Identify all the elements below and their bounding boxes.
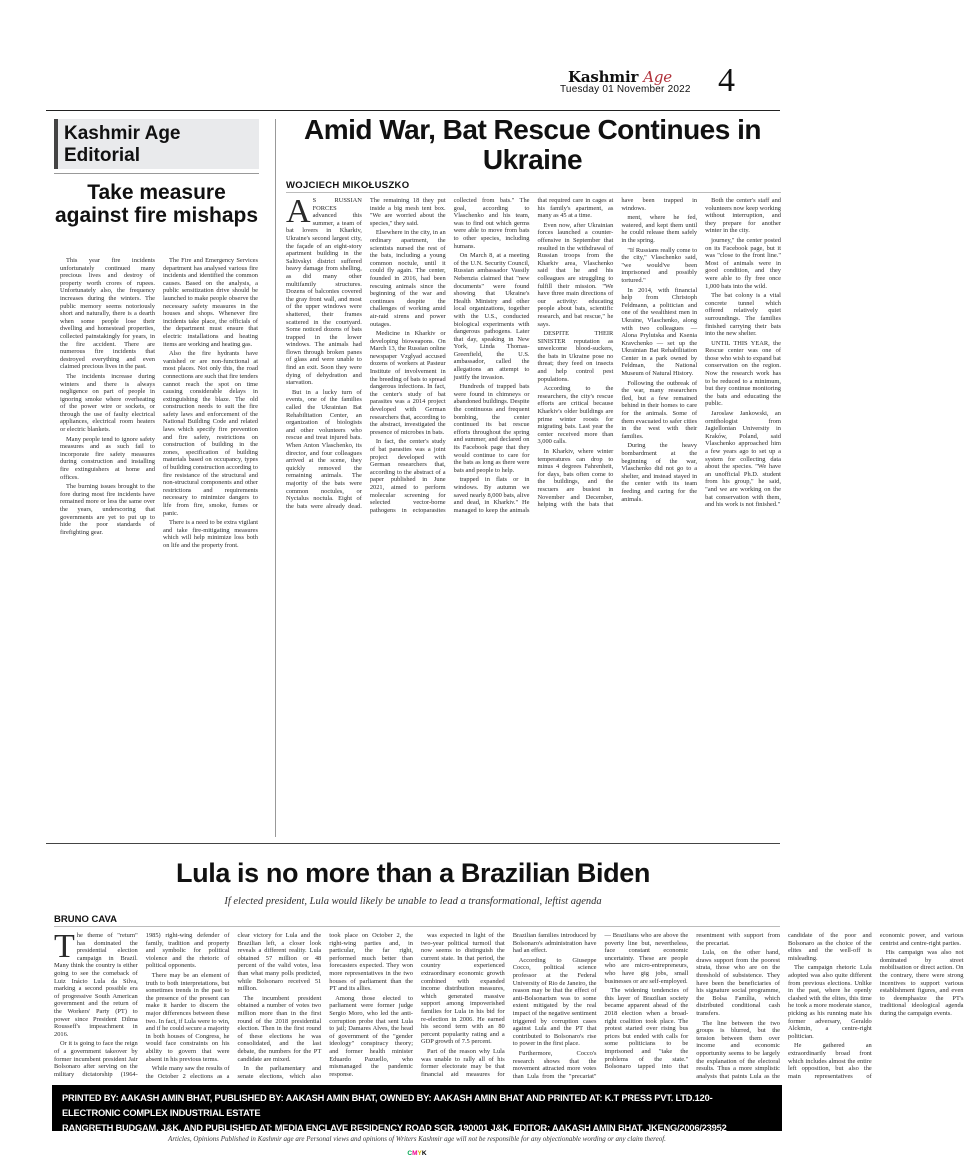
lead-paragraph: In Kharkiv, where winter temperatures can drop to minus 4 degrees Fahrenheit, for days, bats often come to the buildings, and the rescuers are busiest in November and December, helping with the bats that have been trapped in windows. [537, 197, 698, 509]
imprint-line-1: PRINTED BY: AAKASH AMIN BHAT, PUBLISHED BY: AAKASH AMIN BHAT, OWNED BY: AAKASH AMIN BHAT AND PRINTED AT: K.T PRESS PVT. LTD.120- ELECTRONIC COMPLEX INDUSTRIAL ESTATE [62, 1093, 713, 1118]
second-paragraph: Part of the reason why Lula was unable to rally all of his former electorate may be that financial aid measures for Brazilian families introduced by Bolsonaro's administration have had an effect. [421, 932, 597, 1078]
lead-paragraph: According to the researchers, the city's rescue efforts are critical because Kharkiv's older buildings are prime winter roosts for migrating bats. Last year the center received more than 3,000 calls. [537, 385, 614, 446]
lead-paragraph: S RUSSIAN FORCES advanced this summer, a team of bat lovers in Kharkiv, Ukraine's second largest city, the façade of an eight-story apartment building in the Saltivskyi district suffered heavy damage from shelling, as did many other multifamily structures. Dozens of balconies covered the gray front wall, and most of the upper windows were shattered, their frames scattered in the courtyard. Some noticed dozens of bats trapped in the lower windows. The animals had flown through broken panes of glass and were unable to find an exit. Soon they were dying of dehydration and starvation. [286, 197, 362, 387]
second-paragraph: Or it is going to face the reign of a government takeover by former incumbent president Jair Bolsonaro after serving on the military dictatorship (1964-1985) right-wing defender of family, tradition and property and symbolic for political violence and the rhetoric of political opponents. [54, 932, 230, 1078]
second-paragraph: he theme of "return" has dominated the presidential election campaign in Brazil. Many think the country is either going to see the comeback of Luiz Inácio Lula da Silva, marking a second possible era of progressive South American government and the return of the Workers' Party (PT) to power since President Dilma Rousseff's impeachment in 2016. [54, 932, 138, 1038]
yellow-mark: Y [417, 1150, 422, 1157]
lead-paragraph: DESPITE THEIR SINISTER reputation as unwelcome blood-suckers, the bats in Ukraine pose no threat; they feed on insects and help control pest populations. [537, 330, 614, 383]
editorial-paragraph: The incidents increase during winters and there is always negligence on part of people in ignoring smoke where overheating of the power wire or sockets, or through the use of faulty electrical appliances, electrical room heaters or electric blankets. [60, 372, 155, 434]
editorial-paragraph: Also the fire hydrants have vanished or are non-functional at most places. Not only this, the road connections are such that fire tenders cannot reach the spot on time causing considerable delays in extinguishing the blaze. The old construction needs to suit the fire safety laws and enforcement of the National Building Code and related laws which specify fire prevention and fire safety, restrictions on construction of building in the zones, specification of building materials based on occupancy, types of building construction according to fire resistance of the structural and non-structural components and other restrictions and requirements necessary to minimize dangers to life from fire, smoke, fumes or panic. [163, 350, 258, 517]
second-paragraph: The incumbent president obtained a number of votes two million more than in the first round of the 2018 presidential election. Then in the first round of these elections he was consolidated, and the last debate, the numbers for the PT candidate are mixed. [237, 994, 322, 1063]
lead-paragraph: In fact, the center's study of bat parasites was a joint project developed with German researchers that, according to the abstract of a paper published in June 2021, aimed to perform molecular screening for selected vector-borne pathogens in ectoparasites collected from bats." The goal, according to Vlaschenko and his team, was to find out which germs were able to move from bats to other species, including humans. [369, 197, 530, 514]
editorial-title: Take measure against fire mishaps [54, 181, 259, 227]
section-divider [46, 843, 780, 844]
second-byline: BRUNO CAVA [54, 914, 117, 925]
lead-paragraph: journey," the center posted on its Facebook page, but it was "close to the front line." Most of animals were in good condition, and they were able to fly free once 1,000 bats into the wild. [705, 236, 781, 290]
column-divider [275, 119, 276, 837]
imprint-box [52, 1085, 782, 1131]
editorial-column [54, 119, 264, 837]
second-paragraph: The campaign rhetoric Lula adopted was also quite different from previous elections. Unlike in the past, where he openly clashed with the elites, this time he took a more moderate stance, picking as his running mate his former adversary, Geraldo Alckmin, a centre-right politician. [788, 964, 872, 1040]
disclaimer: Articles, Opinions Published in Kashmir age are Personal views and opinions of Writers Kashmir age will not be responsible for any objectionable wording or any claim thereof. [168, 1135, 666, 1143]
lead-paragraph: Elsewhere in the city, in an ordinary apartment, the scientists nursed the rest of the bats, including a young common noctule, until it could fly again. The center, founded in 2016, had been rescuing animals since the beginning of the war and continues despite the challenges of working amid air-raid sirens and power outages. [369, 229, 446, 328]
lead-byline-rule [286, 192, 781, 193]
lead-paragraph: ment, where he fed, watered, and kept them until he could release them safely in the spring. [621, 214, 698, 244]
editorial-paragraph: Many people tend to ignore safety measures and as such fail to incorporate fire safety measures during construction and installing fire extinguishers at home and offices. [60, 435, 155, 481]
second-paragraph: He gathered an extraordinarily broad front which includes almost the entire left opposition, but also the main representatives of economic power, and various centrist and centre-right parties. [788, 932, 964, 1080]
second-paragraph: The line between the two groups is blurred, but the tension between them over income and economic opportunity seems to be largely the explanation of the electoral results. Thus a more simplistic analysis that paints Lula as the candidate of the poor and Bolsonaro as the choice of the elites and the well-off is misleading. [696, 932, 872, 1080]
black-mark: K [421, 1150, 427, 1157]
editorial-paragraph: The burning issues brought to the fore during most fire incidents have remained more or less the same over the years, underscoring that governments are yet to put up to hide the poor standards of firefighting gear. [60, 483, 155, 536]
editorial-paragraph: This year fire incidents unfortunately continued many precious lives and destroy of property worth crores of rupees. Unfortunately also, the frequency increases during the winters. The public memory seems notoriously short and naturally, there is a dearth when some people lose their dwelling and homestead properties, collected painstakingly for years, in the fire accident. There are numerous fire incidents that destroyed everything and even claimed precious lives in the past. [60, 257, 155, 371]
second-headline: Lula is no more than a Brazilian Biden [176, 858, 650, 888]
lead-paragraph: "If Russians really come to the city," Vlaschenko said, "we would've been imprisoned and possibly tortured." [621, 246, 698, 284]
editorial-label: Kashmir Age Editorial [54, 119, 259, 169]
magenta-mark: M [412, 1150, 418, 1157]
brand-logo: Kashmir Age [568, 68, 672, 86]
lead-paragraph: Both the center's staff and volunteers now keep working without interruption, and they prepare for another winter in the city. [705, 197, 781, 235]
lead-paragraph: UNTIL THIS YEAR, the Rescue center was one of those who wish to expand bat conservation on the region. Now the research work has to be reduced to a minimum, but they continue monitoring the bats and educating the public. [705, 339, 781, 408]
second-paragraphs [54, 928, 964, 1082]
second-paragraph: Among those elected to parliament were former judge Sergio Moro, who led the anti-corruption probe that sent Lula to jail; Damares Alves, the head of government of the "gender ideology" conspiracy theory; and former health minister Eduardo Pazuello, who mismanaged the pandemic response. [329, 994, 413, 1078]
lead-dropcap: A [286, 193, 311, 230]
second-paragraph: While many saw the results of the October 2 elections as a clear victory for Lula and the Brazilian left, a closer look reveals a different reality. Lula obtained 57 million or 48 percent of the valid votes, less than what many polls predicted, while Bolsonaro received 51 million. [145, 932, 322, 1080]
lead-headline: Amid War, Bat Rescue Continues in Ukraine [304, 114, 761, 175]
lead-byline: WOJCIECH MIKOŁUSZKO [286, 180, 410, 191]
second-byline-rule [54, 926, 780, 927]
lead-paragraph: Hundreds of trapped bats were found in chimneys or abandoned buildings. Despite the continuous and frequent bombing, the center continued its bat rescue efforts throughout the spring and summer, and declared on its Facebook page that they would continue to care for the bats as long as there were bats and people to help. [453, 383, 530, 474]
second-paragraph: Furthermore, Cocco's research shows that the movement attracted more votes than Lula from the "precariat" — Brazilians who are above the poverty line but, nevertheless, face constant economic uncertainty. These are people who are micro-entrepreneurs, who have gig jobs, small businesses or are self-employed. [512, 932, 689, 1080]
lead-paragraph: But in a lucky turn of events, one of the families called the Ukrainian Bat Rehabilitation Center, an organization of biologists and other volunteers who rescue and treat injured bats. When Anton Vlaschenko, its director, and four colleagues arrived at the scene, they quickly removed the remaining animals. The majority of the bats were common noctules, or Nyctalus noctula. Eight of the bats were already dead. The remaining 18 they put inside a big mesh tent box. "We are worried about the species," they said. [286, 197, 446, 510]
second-deck: If elected president, Lula would likely be unable to lead a transformational, leftist agenda [224, 896, 602, 907]
second-paragraph: was expected in light of the two-year political turmoil that now seems to distinguish the current state. In that period, the country experienced extraordinary economic growth combined with expanded income distribution measures, which generated massive support among impoverished families for Lula in his bid for re-election in 2006. He earned his second term with an 80 percent popularity rating and a GDP growth of 7.5 percent. [421, 932, 505, 1046]
lead-paragraph: Medicine in Kharkiv or developing bioweapons. On March 13, the Russian online newspaper Vzglyad accused dozens of workers at Pasteur Institute of involvement in the breeding of bats to spread dangerous infections. In fact, the center's study of bat parasites was a 2014 project developed with German researchers that, according to the abstract, investigated the presence of microbes in bats. [369, 330, 446, 436]
editorial-divider [54, 173, 259, 174]
lead-paragraph: On March 8, at a meeting of the U.N. Security Council, Russian ambassador Vassily Nebenzia claimed that "new documents" were found showing that Ukraine's Health Ministry and other local organizations, together with the U.S., conducted biological experiments with dangerous pathogens. Later that day, speaking in New York, Linda Thomas-Greenfield, the U.S. ambassador, called the allegations an attempt to justify the invasion. [453, 252, 530, 381]
second-dropcap: T [54, 928, 75, 965]
lead-paragraph: In 2014, with financial help from Christoph Feldmann, a politician and one of the wealthiest men in Ukraine, Vlaschenko, along with two colleagues — Alona Prylutska and Ksenia Kravchenko — set up the Ukrainian Bat Rehabilitation Center in a park owned by Feldman, the National Museum of Natural History. [621, 286, 698, 378]
second-paragraph: There may be an element of truth to both interpretations, but sometimes trends in the past to the presence of the present can make it harder to discern the major differences between these two. In fact, if Lula were to win, and if he could secure a majority in both houses of Congress, he would face constraints on his ability to govern that were absent in his previous terms. [145, 971, 230, 1063]
editorial-paragraph: There is a need to be extra vigilant and take fire-mitigating measures which will help minimize loss both on life and the property front. [163, 519, 258, 549]
page-number: 4 [718, 62, 735, 99]
lead-paragraph: During the heavy bombardment at the beginning of the war, Vlaschenko did not go to a shelter, and instead stayed in the center with its team feeding and caring for the animals. [621, 442, 698, 503]
lead-paragraph: The bat colony is a vital concrete tunnel which offered relatively quiet surroundings. The families finished carrying their bats into the new shelter. [705, 292, 781, 338]
lead-paragraph: trapped in flats or in windows. By autumn we saved nearly 8,000 bats, alive and dead, in Kharkiv." He managed to keep the animals that required care in cages at his family's apartment, as many as 45 at a time. [453, 197, 614, 514]
editorial-paragraph: The Fire and Emergency Services department has analysed various fire incidents and identified the common causes. Based on the analysis, a public sensitization drive should be launched to make people observe the necessary safety measures in the houses and shops. Whenever fire incidents take place, the officials of the department must ensure that electric installations and heating items are working and heating gas. [163, 257, 258, 348]
second-paragraph: Lula, on the other hand, draws support from the poorest strata, those who are on the threshold of subsistence. They have been the beneficiaries of his signature social programme, the Bolsa Família, which distributed conditional cash transfers. [696, 949, 780, 1017]
lead-paragraph: Following the outbreak of the war, many researchers fled, but a few remained behind in their homes to care for the animals. Some of them evacuated to safer cities in the west with their families. [621, 379, 698, 440]
second-paragraph: His campaign was also not dominated by street mobilisation or direct action. On the contrary, there were strong incentives to support various establishment figures, and even to deemphasize the PT's traditional ideological agenda during the campaign events. [879, 949, 964, 1017]
masthead [530, 62, 750, 99]
lead-paragraph: Jaroslaw Jankowski, an ornithologist from Jagiellonian University in Kraków, Poland, said Vlaschenko approached him a few years ago to set up a system for collecting data about the species. "We have an unofficial Ph.D. student from his group," he said, "and we are working on the bat conservation with them, and his work is not finished." [705, 410, 781, 509]
second-body [54, 928, 964, 1082]
header-divider [46, 110, 780, 111]
issue-date: Tuesday 01 November 2022 [560, 84, 691, 95]
lead-paragraphs [286, 193, 781, 514]
second-paragraph: According to Giuseppe Cocco, political science professor at the Federal University of Rio de Janeiro, the reason may be that the effect of anti-Bolsonarism was to some extent mitigated by the real impact of the negative sentiment triggered by corruption cases against Lula and the PT that contributed to Bolsonaro's rise to power in the first place. [512, 956, 597, 1048]
cyan-mark: C [407, 1150, 413, 1157]
lead-body [286, 193, 781, 837]
color-registration [52, 1150, 782, 1157]
imprint-line-2: RANGRETH BUDGAM, J&K. AND PUBLISHED AT: MEDIA ENCLAVE RESIDENCY ROAD SGR. 190001 J&K. EDITOR: AAKASH AMIN BHAT, JKENG/2006/23952 [62, 1123, 727, 1133]
lead-paragraph: Even now, after Ukrainian forces launched a counter-offensive in September that resulted in the withdrawal of Russian troops from the Kharkiv area, Vlaschenko said that he and his colleagues are struggling to fulfill their mission. "We have three main directions of our activity: educating people about bats, scientific research, and bat rescue," he says. [537, 221, 614, 328]
second-paragraph: In the parliamentary and senate elections, which also took place on October 2, the right-wing parties and, in particular, the far right, performed much better than forecasters expected. They won more representatives in the two houses of parliament than the PT and its allies. [237, 932, 413, 1080]
second-paragraph: The widening tendencies of this layer of Brazilian society became apparent ahead of the 2018 election when a broad-right coalition took place. The protest started over rising bus prices but ended with calls for some politicians to be imprisoned and "take the problems of the state." Bolsonaro tapped into that resentment with support from the precariat. [604, 932, 780, 1071]
editorial-body [60, 257, 258, 837]
